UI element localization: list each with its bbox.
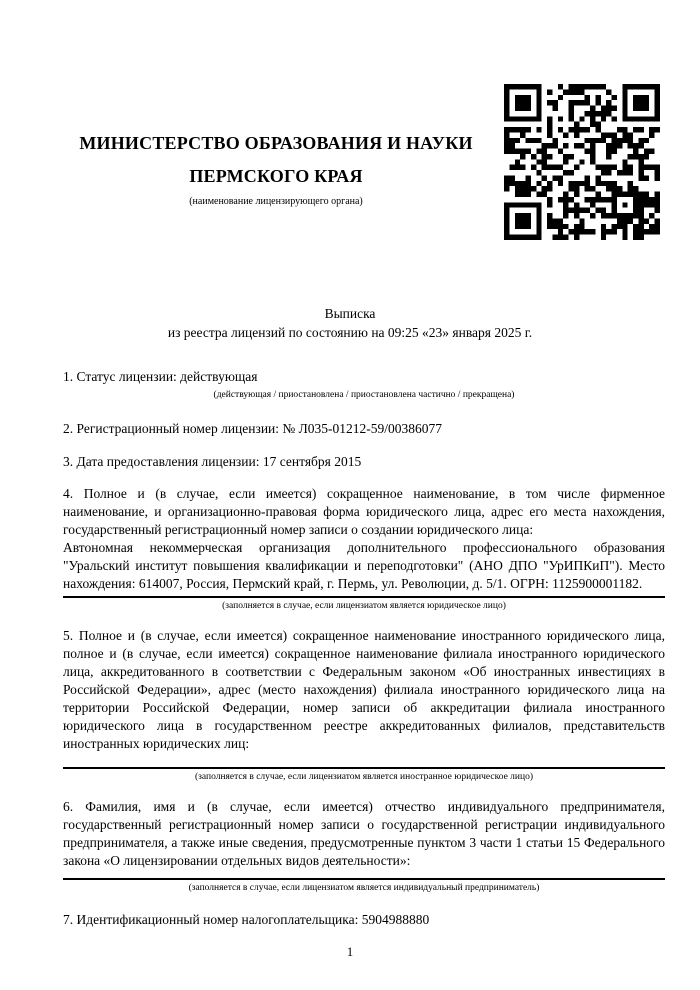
- issuer-name: [58, 127, 494, 193]
- item-6-caption: (заполняется в случае, если лицензиатом является индивидуальный предприниматель): [188, 883, 540, 893]
- item-4-legal-entity-label: 4. Полное и (в случае, если имеется) сокращенное наименование, в том числе фирменное наименование, и организационно-правовая форма юридического лица, адрес его места нахождения, государственный регистрационный номер записи о создании юридического лица:: [63, 486, 665, 537]
- item-5-foreign-entity-label: 5. Полное и (в случае, если имеется) сокращенное наименование иностранного юридического лица, полное и (в случае, если имеется) сокращенное наименование филиала иностранного юридического лица, аккредитованного в соответствии с Федеральным законом «Об иностранных инвестициях в Российской Федерации», адрес (место нахождения) филиала иностранного юридического лица на территории Российской Федерации, номер записи об аккредитации филиала иностранного юридического лица в государственном реестре аккредитованных филиалов, представительств иностранных юридических лиц:: [63, 628, 665, 751]
- item-4-underline: [63, 596, 665, 598]
- item-5-caption: (заполняется в случае, если лицензиатом является иностранное юридическое лицо): [195, 772, 533, 782]
- issuer-header: [58, 0, 494, 208]
- document-title: Выписка: [324, 306, 376, 321]
- item-6-entrepreneur-label: 6. Фамилия, имя и (в случае, если имеется) отчество индивидуального предпринимателя, государственный регистрационный номер записи о государственной регистрации индивидуального предпринимателя, а также иные сведения, предусмотренные пунктом 3 части 1 статьи 15 Федерального закона «О лицензировании отдельных видов деятельности»:: [63, 799, 665, 868]
- document-body: [63, 368, 665, 929]
- item-4-caption: (заполняется в случае, если лицензиатом является юридическое лицо): [222, 601, 506, 611]
- item-1-license-status: 1. Статус лицензии: действующая: [63, 369, 258, 384]
- document-subtitle: из реестра лицензий по состоянию на 09:25 «23» января 2025 г.: [167, 325, 533, 340]
- qr-code-icon: [504, 84, 660, 240]
- issuer-caption: (наименование лицензирующего органа): [189, 196, 363, 207]
- page-number: 1: [346, 945, 354, 959]
- issuer-name-line2: ПЕРМСКОГО КРАЯ: [189, 166, 363, 186]
- item-7-taxpayer-number: 7. Идентификационный номер налогоплательщика: 5904988880: [63, 912, 430, 927]
- item-3-license-date: 3. Дата предоставления лицензии: 17 сентября 2015: [63, 454, 362, 469]
- item-1-caption: (действующая / приостановлена / приостановлена частично / прекращена): [213, 390, 515, 400]
- issuer-name-line1: МИНИСТЕРСТВО ОБРАЗОВАНИЯ И НАУКИ: [79, 133, 473, 153]
- item-5-underline: [63, 767, 665, 769]
- item-6-underline: [63, 878, 665, 880]
- item-2-registration-number: 2. Регистрационный номер лицензии: № Л035-01212-59/00386077: [63, 421, 443, 436]
- item-4-legal-entity-value: Автономная некоммерческая организация дополнительного профессионального образования "Уральский институт повышения квалификации и переподготовки" (АНО ДПО "УрИПКиП"). Место нахождения: 614007, Россия, Пермский край, г. Пермь, ул. Революции, д. 5/1. ОГРН: 1125900001182.: [63, 540, 665, 591]
- document-heading: [0, 304, 700, 342]
